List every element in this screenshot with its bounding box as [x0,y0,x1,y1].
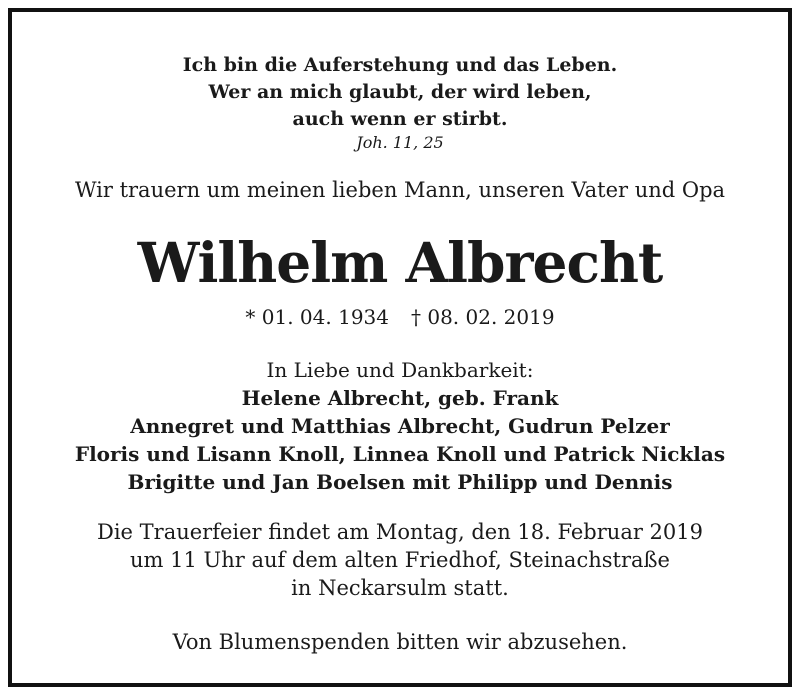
mourners-block [12,356,788,496]
death-date: † 08. 02. 2019 [411,305,555,329]
deceased-name [12,228,788,298]
mourner-line: Floris und Lisann Knoll, Linnea Knoll und Patrick Nicklas [74,442,726,466]
verse-line: Ich bin die Auferstehung und das Leben. [182,54,618,76]
obituary-frame [8,8,792,687]
service-line: in Neckarsulm statt. [291,576,509,600]
service-line: um 11 Uhr auf dem alten Friedhof, Steinachstraße [130,548,670,572]
flowers-note-text: Von Blumenspenden bitten wir abzusehen. [172,630,628,654]
mourner-line: Annegret und Matthias Albrecht, Gudrun Pelzer [130,414,670,438]
flowers-note [12,628,788,656]
life-dates [12,303,788,331]
verse-source: Joh. 11, 25 [356,133,444,152]
service-line: Die Trauerfeier findet am Montag, den 18. Februar 2019 [97,520,703,544]
mourners-heading: In Liebe und Dankbarkeit: [266,358,534,382]
mourning-intro [12,176,788,204]
verse-line: Wer an mich glaubt, der wird leben, [208,81,592,103]
deceased-name-text: Wilhelm Albrecht [137,230,663,295]
verse-line: auch wenn er stirbt. [292,108,508,130]
intro-text: Wir trauern um meinen lieben Mann, unseren Vater und Opa [74,178,726,202]
bible-verse [12,52,788,153]
funeral-service-info [12,518,788,602]
mourner-line: Helene Albrecht, geb. Frank [241,386,559,410]
birth-date: * 01. 04. 1934 [245,305,389,329]
mourner-line: Brigitte und Jan Boelsen mit Philipp und Dennis [127,470,673,494]
